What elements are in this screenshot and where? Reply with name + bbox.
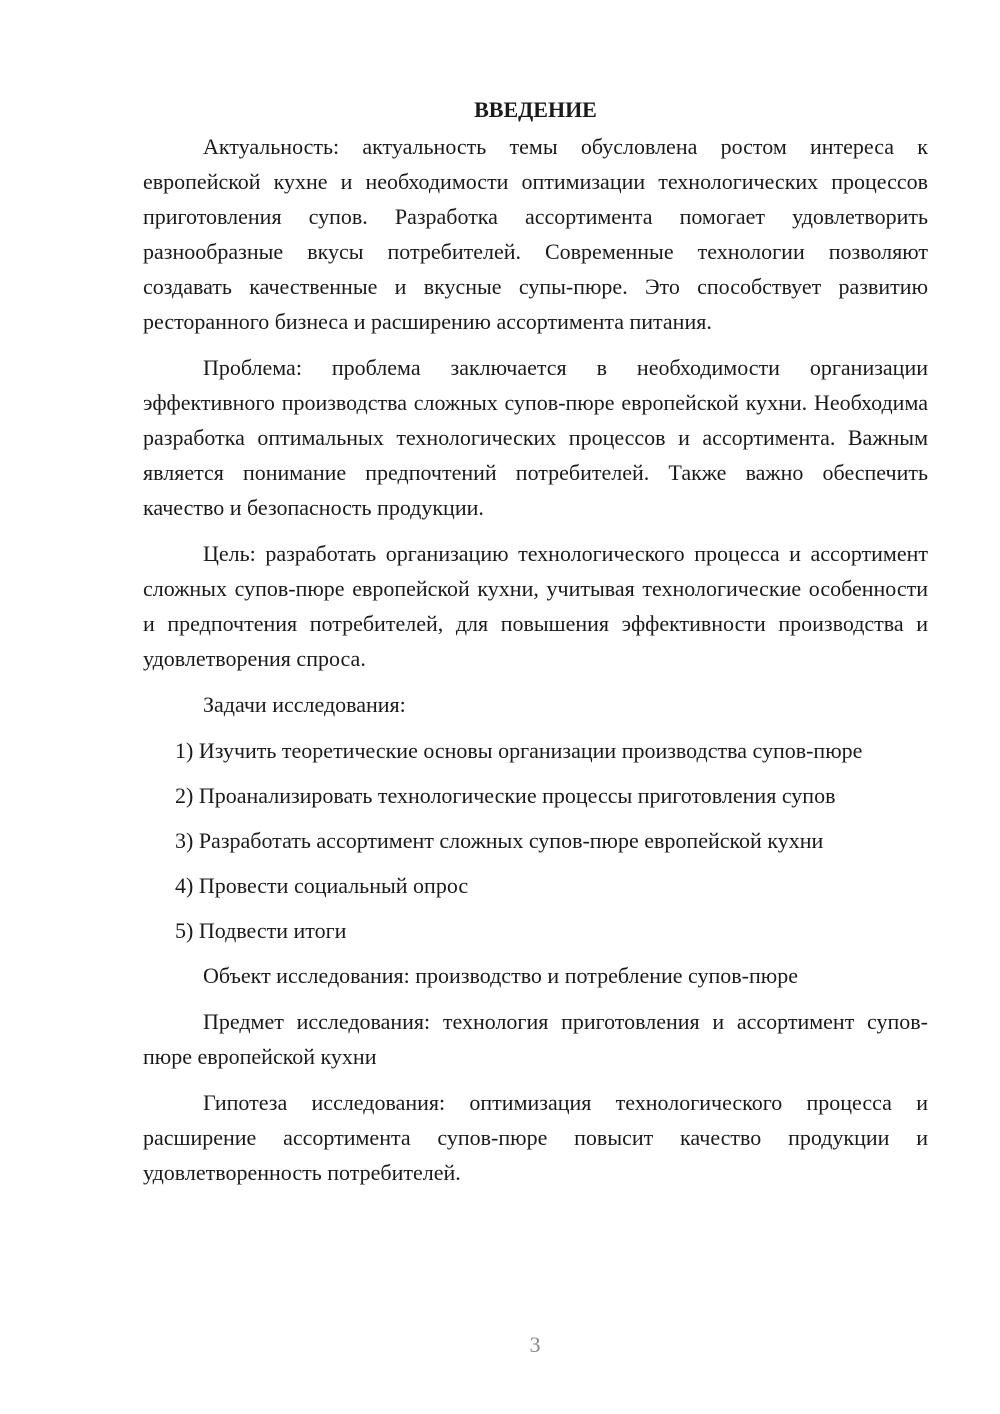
hypothesis-paragraph: Гипотеза исследования: оптимизация технологического процесса и расширение ассортимента супов-пюре повысит качество продукции и удовлетворенность потребителей. [143, 1090, 928, 1185]
relevance-paragraph: Актуальность: актуальность темы обусловлена ростом интереса к европейской кухне и необходимости оптимизации технологических процессов приготовления супов. Разработка ассортимента помогает удовлетворить разнообразные вкусы потребителей. Современные технологии позволяют создавать качественные и вкусные супы-пюре. Это способствует развитию ресторанного бизнеса и расширению ассортимента питания. [143, 134, 928, 334]
document-page [143, 92, 928, 1201]
page-title: ВВЕДЕНИЕ [474, 97, 597, 122]
tasks-heading: Задачи исследования: [203, 692, 406, 717]
problem-paragraph: Проблема: проблема заключается в необходимости организации эффективного производства сложных супов-пюре европейской кухни. Необходима разработка оптимальных технологических процессов и ассортимента. Важным является понимание предпочтений потребителей. Также важно обеспечить качество и безопасность продукции. [143, 355, 928, 520]
task-item: 5) Подвести итоги [175, 918, 347, 943]
task-item: 2) Проанализировать технологические процессы приготовления супов [175, 783, 836, 808]
page-number: 3 [529, 1332, 541, 1357]
subject-paragraph: Предмет исследования: технология приготовления и ассортимент супов-пюре европейской кухни [143, 1009, 928, 1069]
task-item: 4) Провести социальный опрос [175, 873, 469, 898]
task-item: 3) Разработать ассортимент сложных супов-пюре европейской кухни [175, 828, 824, 853]
object-paragraph: Объект исследования: производство и потребление супов-пюре [203, 963, 798, 988]
task-item: 1) Изучить теоретические основы организации производства супов-пюре [175, 738, 863, 763]
goal-paragraph: Цель: разработать организацию технологического процесса и ассортимент сложных супов-пюре европейской кухни, учитывая технологические особенности и предпочтения потребителей, для повышения эффективности производства и удовлетворения спроса. [143, 541, 928, 671]
